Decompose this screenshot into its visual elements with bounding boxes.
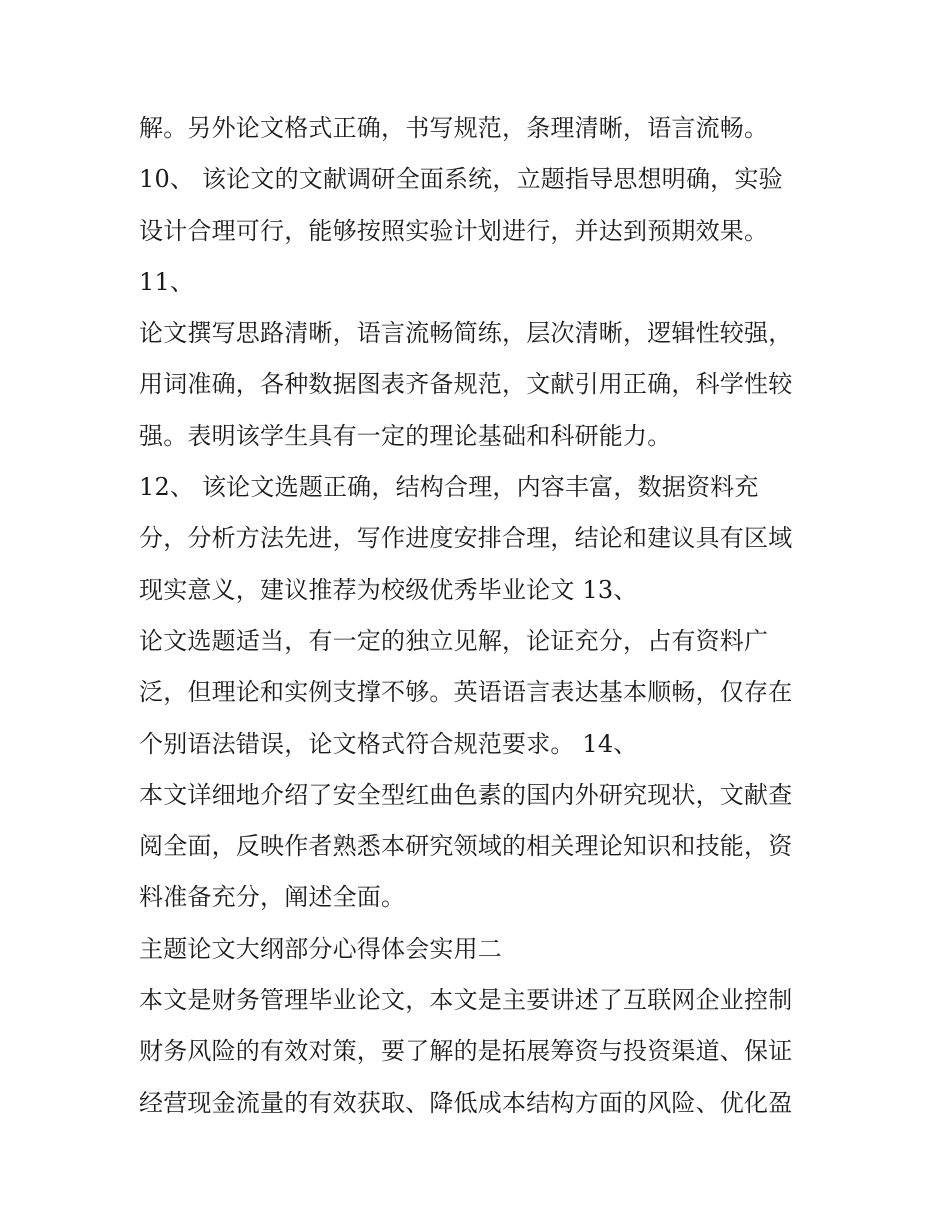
text-line: 现实意义，建议推荐为校级优秀毕业论文 13、: [139, 575, 638, 604]
text-line: 本文详细地介绍了安全型红曲色素的国内外研究现状，文献查: [139, 780, 793, 809]
text-line: 论文撰写思路清晰，语言流畅简练，层次清晰，逻辑性较强，: [139, 319, 793, 348]
text-line: 料准备充分，阐述全面。: [139, 883, 406, 912]
text-line: 本文是财务管理毕业论文，本文是主要讲述了互联网企业控制: [139, 986, 793, 1015]
text-line: 12、 该论文选题正确，结构合理，内容丰富，数据资料充: [139, 473, 759, 502]
text-line: 分，分析方法先进，写作进度安排合理，结论和建议具有区域: [139, 524, 793, 553]
text-line: 财务风险的有效对策，要了解的是拓展筹资与投资渠道、保证: [139, 1037, 793, 1066]
document-body: [139, 107, 829, 1133]
text-line: 用词准确，各种数据图表齐备规范，文献引用正确，科学性较: [139, 370, 793, 399]
text-line: 10、 该论文的文献调研全面系统，立题指导思想明确，实验: [139, 165, 783, 194]
text-line: 个别语法错误，论文格式符合规范要求。 14、: [139, 729, 638, 758]
text-line: 11、: [139, 267, 195, 296]
text-line: 设计合理可行，能够按照实验计划进行，并达到预期效果。: [139, 216, 769, 245]
text-line: 强。表明该学生具有一定的理论基础和科研能力。: [139, 421, 672, 450]
text-line: 泛，但理论和实例支撑不够。英语语言表达基本顺畅，仅存在: [139, 678, 793, 707]
text-line: 经营现金流量的有效获取、降低成本结构方面的风险、优化盈: [139, 1088, 793, 1117]
section-heading: 主题论文大纲部分心得体会实用二: [139, 934, 502, 963]
text-line: 解。另外论文格式正确，书写规范，条理清晰，语言流畅。: [139, 114, 769, 142]
text-line: 论文选题适当，有一定的独立见解，论证充分，占有资料广: [139, 626, 769, 655]
text-line: 阅全面，反映作者熟悉本研究领域的相关理论知识和技能，资: [139, 832, 793, 861]
